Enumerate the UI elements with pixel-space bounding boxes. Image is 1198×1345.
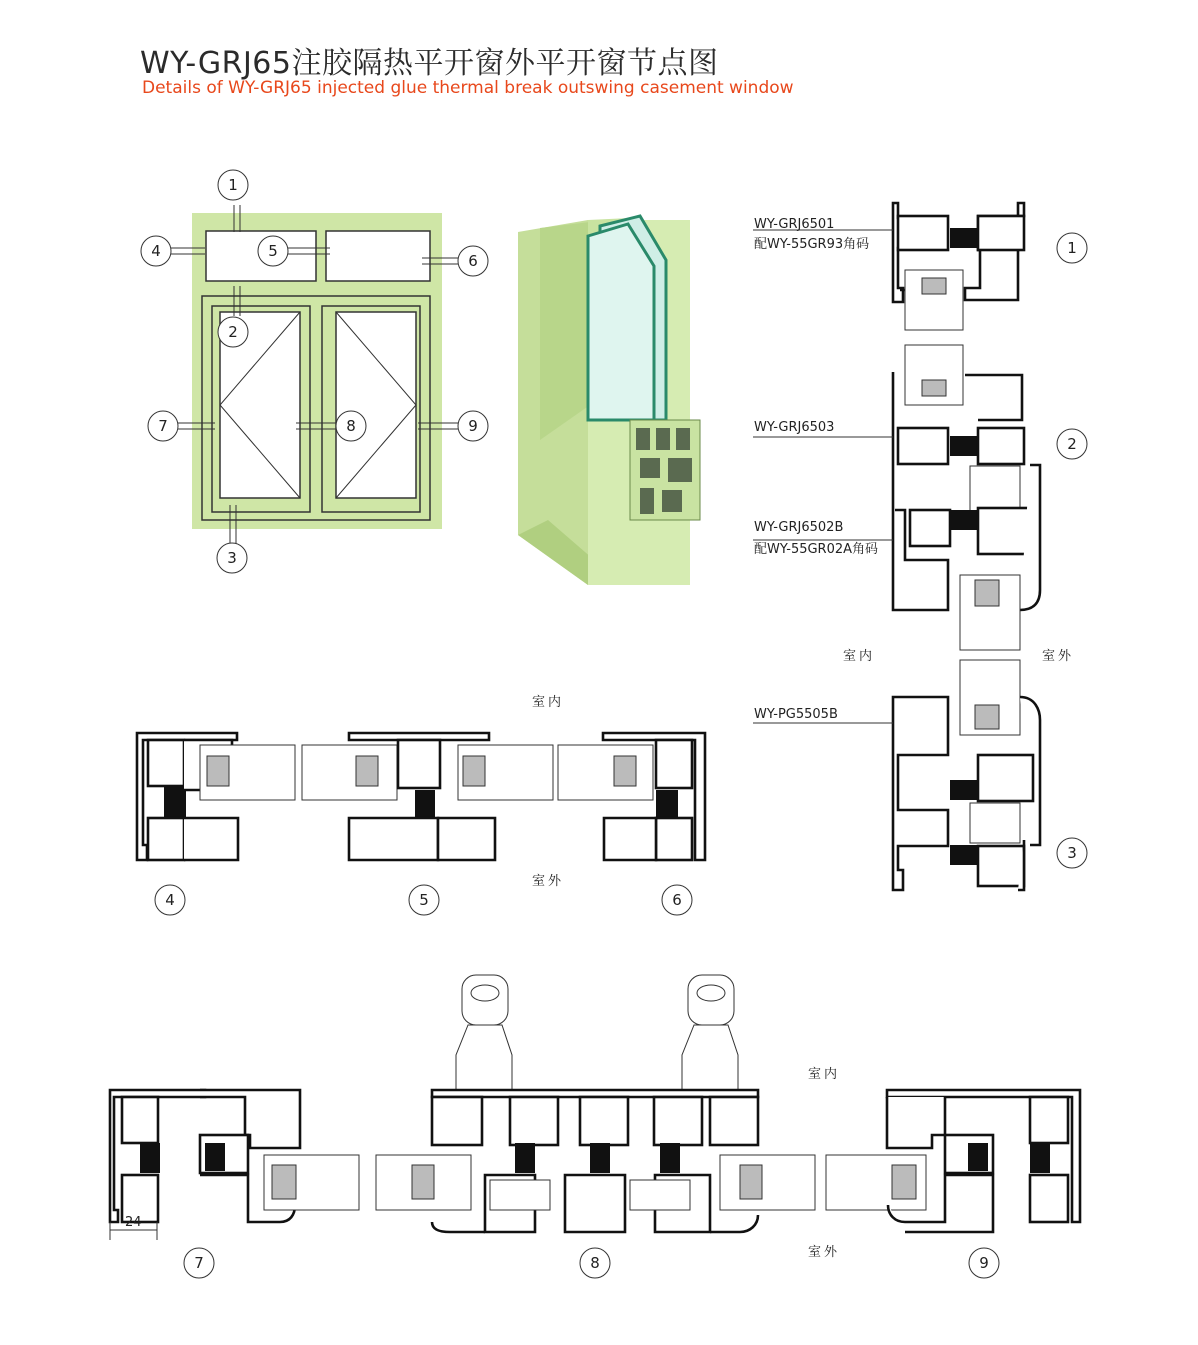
label-outdoor: 室外	[532, 874, 565, 889]
callout-9: 9	[468, 417, 478, 435]
label-indoor: 室内	[532, 695, 565, 710]
callout-2: 2	[1067, 435, 1077, 453]
callout-9: 9	[979, 1254, 989, 1272]
callout-1: 1	[228, 176, 238, 194]
handle-left	[456, 975, 512, 1090]
callout-4: 4	[165, 891, 175, 909]
sash-right-glass	[336, 312, 416, 498]
page-subtitle: Details of WY-GRJ65 injected glue thermal break outswing casement window	[142, 78, 794, 98]
label-wy-pg5505b: WY-PG5505B	[754, 707, 838, 722]
label-indoor: 室内	[843, 649, 876, 664]
callout-3: 3	[1067, 844, 1077, 862]
label-indoor: 室内	[808, 1067, 841, 1082]
label-wy-grj6502b: WY-GRJ6502B	[754, 520, 844, 535]
label-wy-grj6501-note: 配WY-55GR93角码	[754, 237, 870, 252]
label-wy-grj6503: WY-GRJ6503	[754, 420, 835, 435]
callout-8: 8	[346, 417, 356, 435]
callout-6: 6	[468, 252, 478, 270]
transom-pane-right	[326, 231, 430, 281]
label-outdoor: 室外	[1042, 649, 1075, 664]
handle-right	[682, 975, 738, 1090]
callout-3: 3	[227, 549, 237, 567]
section-789	[110, 975, 1080, 1278]
window-elevation	[141, 170, 488, 573]
callout-8: 8	[590, 1254, 600, 1272]
section-456	[137, 694, 705, 915]
callout-6: 6	[672, 891, 682, 909]
spacer-bar	[922, 278, 946, 294]
callout-1: 1	[1067, 239, 1077, 257]
profile-corner-render	[518, 216, 700, 585]
callout-5: 5	[268, 242, 278, 260]
callout-5: 5	[419, 891, 429, 909]
label-outdoor: 室外	[808, 1245, 841, 1260]
label-wy-grj6502b-note: 配WY-55GR02A角码	[754, 542, 879, 557]
callout-7: 7	[194, 1254, 204, 1272]
dimension-24: 24	[125, 1215, 142, 1230]
callout-2: 2	[228, 323, 238, 341]
vertical-section	[753, 203, 1087, 890]
callout-4: 4	[151, 242, 161, 260]
callout-7: 7	[158, 417, 168, 435]
page-title: WY-GRJ65注胶隔热平开窗外平开窗节点图	[140, 46, 719, 81]
label-wy-grj6501: WY-GRJ6501	[754, 217, 835, 232]
